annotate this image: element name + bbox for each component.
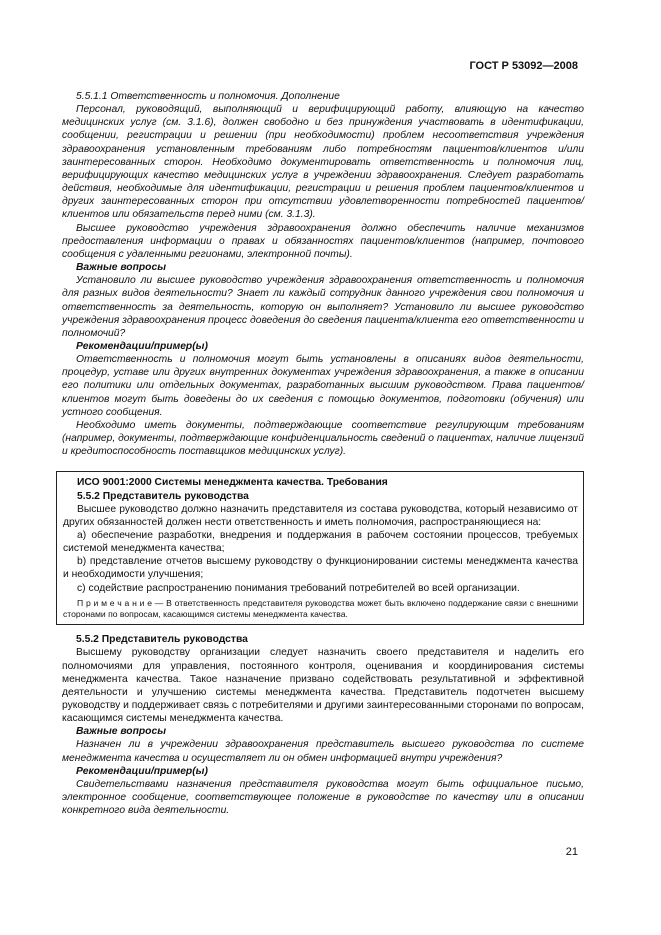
note-text: В ответственность представителя руководства может быть включено поддержание связи с внешними сторонами по вопросам, касающимся системы менеджмента качества. (63, 597, 578, 619)
recommendations-text: Необходимо иметь документы, подтверждающие соответствие регулирующим требованиям (например, документы, подтверждающие конфиденциальность сведений о пациентах, наличие лицензий и кредитоспособность поставщиков медицинских услуг). (62, 419, 584, 458)
paragraph: Высшее руководство учреждения здравоохранения должно обеспечить наличие механизмов предоставления информации о правах и обязанностях пациентов/клиентов (например, почтового сообщения с удаленными регионами, электронной почты). (62, 222, 584, 260)
recommendations-text: Свидетельствами назначения представителя руководства могут быть официальное письмо, электронное сообщение, соответствующее положение в руководстве по качеству или в описании конкретного вида деятельности. (62, 778, 584, 817)
box-list-item: а) обеспечение разработки, внедрения и поддержания в рабочем состоянии процессов, требуемых системой менеджмента качества; (63, 530, 578, 555)
document-header: ГОСТ Р 53092—2008 (469, 60, 578, 72)
recommendations-heading: Рекомендации/пример(ы) (76, 340, 208, 352)
box-title: ИСО 9001:2000 Системы менеджмента качества. Требования (77, 477, 388, 489)
recommendations-text: Ответственность и полномочия могут быть установлены в описаниях видов деятельности, процедур, уставе или других внутренних документах учреждения здравоохранения, а также в описании его политики или отдельных документах, разработанных высшим руководством. Права пациентов/клиентов могут быть доведены до их сведения с помощью документов, подготовки (обучения) или устного сообщения. (62, 354, 584, 418)
section-title: 5.5.2 Представитель руководства (76, 634, 248, 646)
note-label: П р и м е ч а н и е — (77, 597, 164, 608)
questions-heading: Важные вопросы (76, 726, 166, 738)
paragraph: Персонал, руководящий, выполняющий и верифицирующий работу, влияющую на качество медицинских услуг (см. 3.1.6), должен свободно и без принуждения участвовать в идентификации, сообщении, регистрации и решении (при необходимости) проблем несоответствия учреждения здравоохранения установленным требованиям либо потребностям пациентов/клиентов и/или заинтересованных сторон. Необходимо документировать ответственность и полномочия лиц, верифицирующих качество медицинских услуг в учреждении здравоохранения. Следует разработать действия, необходимые для идентификации, регистрации и решения проблем пациентов/клиентов и других заинтересованных сторон при отсутствии удовлетворенности потребностей пациентов/клиентов или обязательств перед ними (см. 3.1.3). (62, 104, 584, 221)
box-list-item: с) содействие распространению понимания требований потребителей во всей организации. (77, 582, 520, 594)
questions-heading: Важные вопросы (76, 262, 166, 274)
recommendations-heading: Рекомендации/пример(ы) (76, 765, 208, 777)
page-content (62, 90, 584, 817)
box-intro: Высшее руководство должно назначить представителя из состава руководства, который независимо от других обязанностей должен нести ответственность и иметь полномочия, распространяющиеся на: (63, 503, 578, 528)
iso-requirements-box (56, 471, 584, 625)
questions-text: Назначен ли в учреждении здравоохранения представитель высшего руководства по системе менеджмента качества и осуществляет ли он обмен информацией внутри учреждения? (62, 739, 584, 764)
page-number: 21 (565, 846, 578, 858)
questions-text: Установило ли высшее руководство учреждения здравоохранения ответственность и полномочия для разных видов деятельности? Знает ли каждый сотрудник данного учреждения свои полномочия и ответственность за деятельность, которую он выполняет? Установило ли высшее руководство учреждения здравоохранения процесс доведения до сведения пациента/клиента его ответственности и полномочий? (62, 275, 584, 339)
box-note (63, 598, 578, 620)
paragraph: Высшему руководству организации следует назначить своего представителя и наделить его полномочиями для управления, постоянного контроля, оценивания и координирования системы менеджмента качества. Такое назначение призвано содействовать результативной и эффективной деятельности и улучшению системы менеджмента качества. Представитель подотчетен высшему руководству и поддерживает связь с потребителями и другими заинтересованными сторонами по вопросам, касающимся системы менеджмента качества. (62, 647, 584, 725)
box-list-item: b) представление отчетов высшему руководству о функционировании системы менеджмента качества и необходимости улучшения; (63, 556, 578, 581)
section-title: 5.5.1.1 Ответственность и полномочия. Дополнение (76, 91, 340, 102)
box-subtitle: 5.5.2 Представитель руководства (77, 490, 249, 502)
